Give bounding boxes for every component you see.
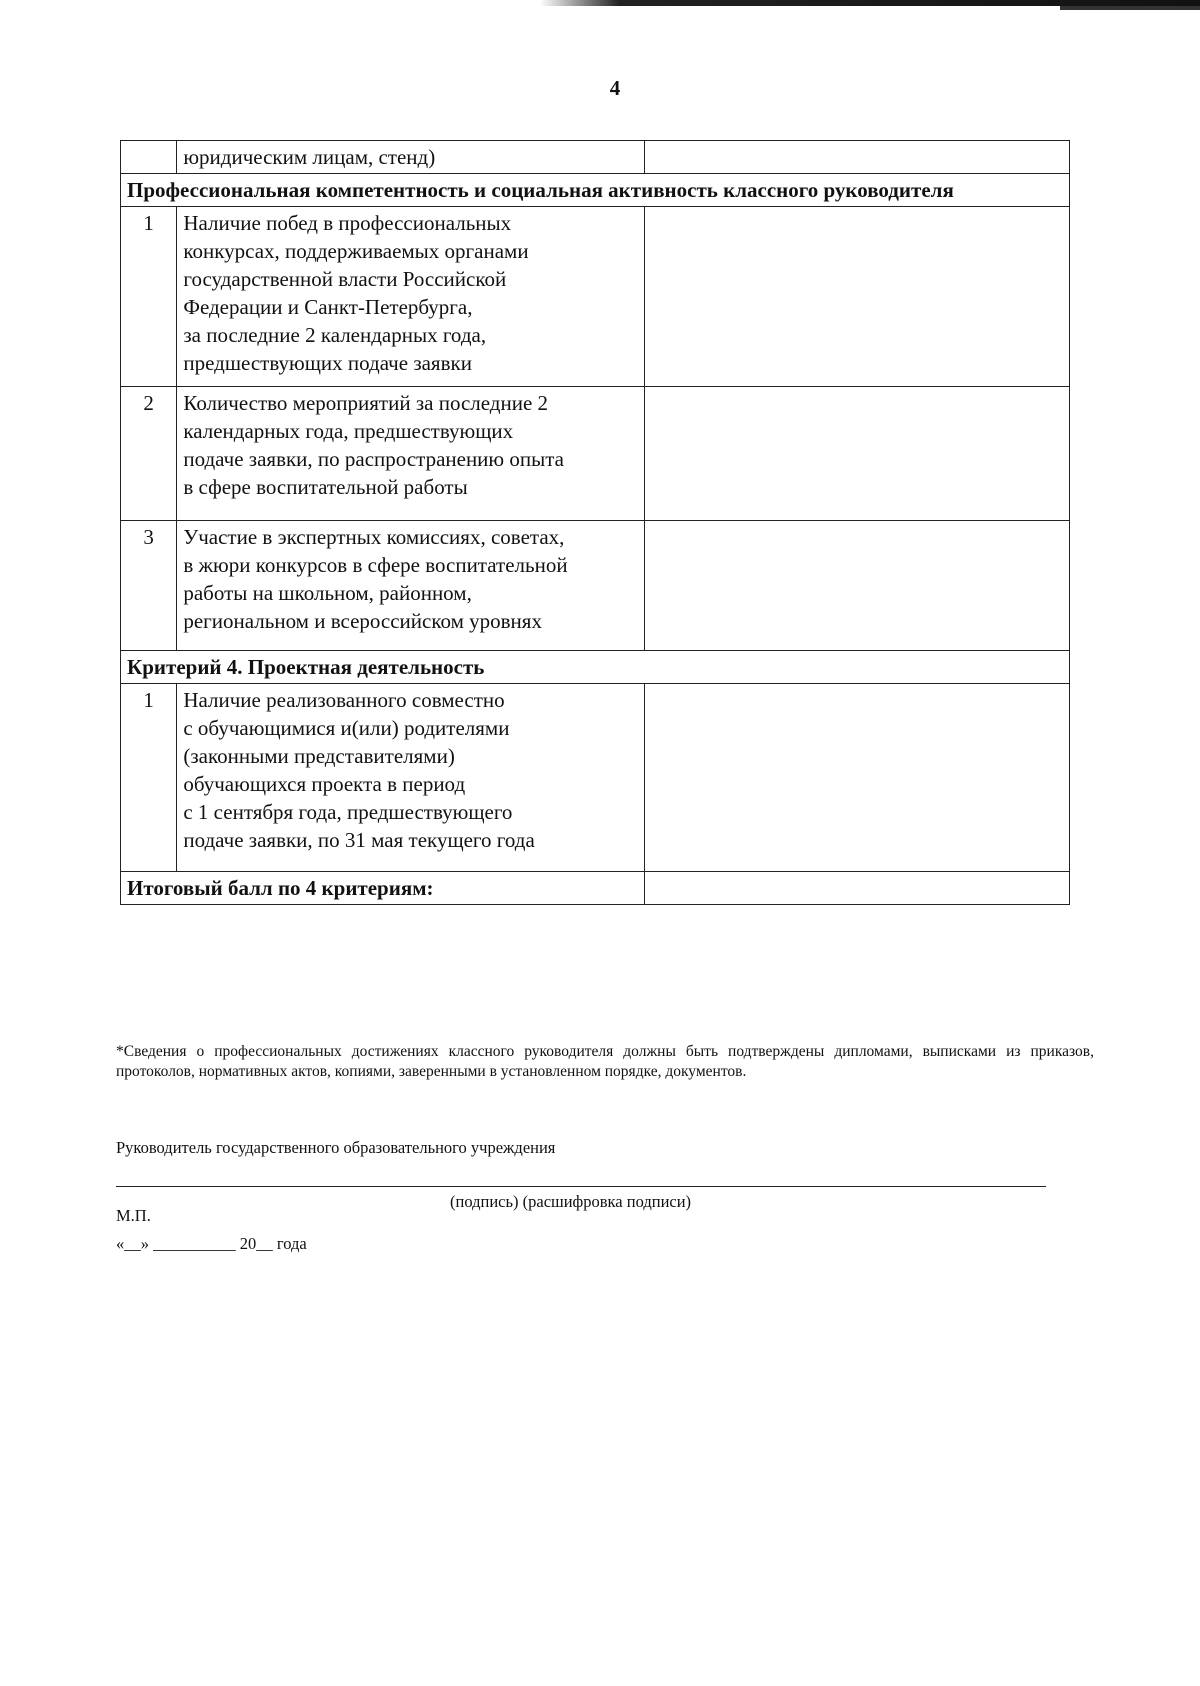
description-line: Количество мероприятий за последние 2 (183, 391, 549, 415)
row-description (177, 684, 645, 872)
description-line: региональном и всероссийском уровнях (183, 609, 542, 633)
description-line: конкурсах, поддерживаемых органами (183, 239, 529, 263)
table-row (121, 684, 1070, 872)
row-number: 1 (121, 207, 177, 387)
description-line: (законными представителями) (183, 744, 455, 768)
row-number (121, 141, 177, 174)
total-label: Итоговый балл по 4 критериям: (121, 872, 645, 905)
description-line: Наличие побед в профессиональных (183, 211, 512, 235)
footnote: *Сведения о профессиональных достижениях классного руководителя должны быть подтверждены дипломами, выписками из приказов, протоколов, нормативных актов, копиями, заверенными в установленном порядке, документов. (116, 1043, 1094, 1080)
section-title-competence: Профессиональная компетентность и социальная активность классного руководителя (121, 174, 1070, 207)
stamp-place-label: М.П. (116, 1206, 151, 1225)
score-cell[interactable] (644, 684, 1069, 872)
score-cell[interactable] (644, 387, 1069, 521)
table-row (121, 207, 1070, 387)
section-header-row (121, 174, 1070, 207)
description-line: государственной власти Российской (183, 267, 507, 291)
signature-caption: (подпись) (расшифровка подписи) (450, 1192, 692, 1211)
row-number: 2 (121, 387, 177, 521)
description-line: в жюри конкурсов в сфере воспитательной (183, 553, 568, 577)
row-description (177, 207, 645, 387)
description-line: обучающихся проекта в период (183, 772, 466, 796)
description-line: подаче заявки, по 31 мая текущего года (183, 828, 535, 852)
criteria-table (120, 140, 1070, 905)
row-number: 1 (121, 684, 177, 872)
row-description: юридическим лицам, стенд) (177, 141, 645, 174)
description-line: с обучающимися и(или) родителями (183, 716, 510, 740)
section-header-row (121, 651, 1070, 684)
page-number: 4 (609, 76, 621, 100)
score-cell[interactable] (644, 207, 1069, 387)
score-cell[interactable] (644, 141, 1069, 174)
table-row-continuation (121, 141, 1070, 174)
head-of-institution-label: Руководитель государственного образовательного учреждения (116, 1138, 556, 1157)
score-cell[interactable] (644, 521, 1069, 651)
description-line: предшествующих подаче заявки (183, 351, 472, 375)
table-row (121, 387, 1070, 521)
description-line: подаче заявки, по распространению опыта (183, 447, 564, 471)
section-title-project: Критерий 4. Проектная деятельность (121, 651, 1070, 684)
description-line: за последние 2 календарных года, (183, 323, 487, 347)
date-line: «__» __________ 20__ года (116, 1234, 307, 1253)
total-score-cell[interactable] (644, 872, 1069, 905)
scan-edge-mark-secondary (1060, 6, 1200, 10)
description-line: Федерации и Санкт-Петербурга, (183, 295, 473, 319)
description-line: работы на школьном, районном, (183, 581, 472, 605)
table-row (121, 521, 1070, 651)
row-description (177, 387, 645, 521)
description-line: Участие в экспертных комиссиях, советах, (183, 525, 565, 549)
row-number: 3 (121, 521, 177, 651)
total-row (121, 872, 1070, 905)
description-line: в сфере воспитательной работы (183, 475, 468, 499)
signature-line (116, 1186, 1046, 1187)
description-line: с 1 сентября года, предшествующего (183, 800, 513, 824)
row-description (177, 521, 645, 651)
description-line: календарных года, предшествующих (183, 419, 514, 443)
description-line: Наличие реализованного совместно (183, 688, 505, 712)
